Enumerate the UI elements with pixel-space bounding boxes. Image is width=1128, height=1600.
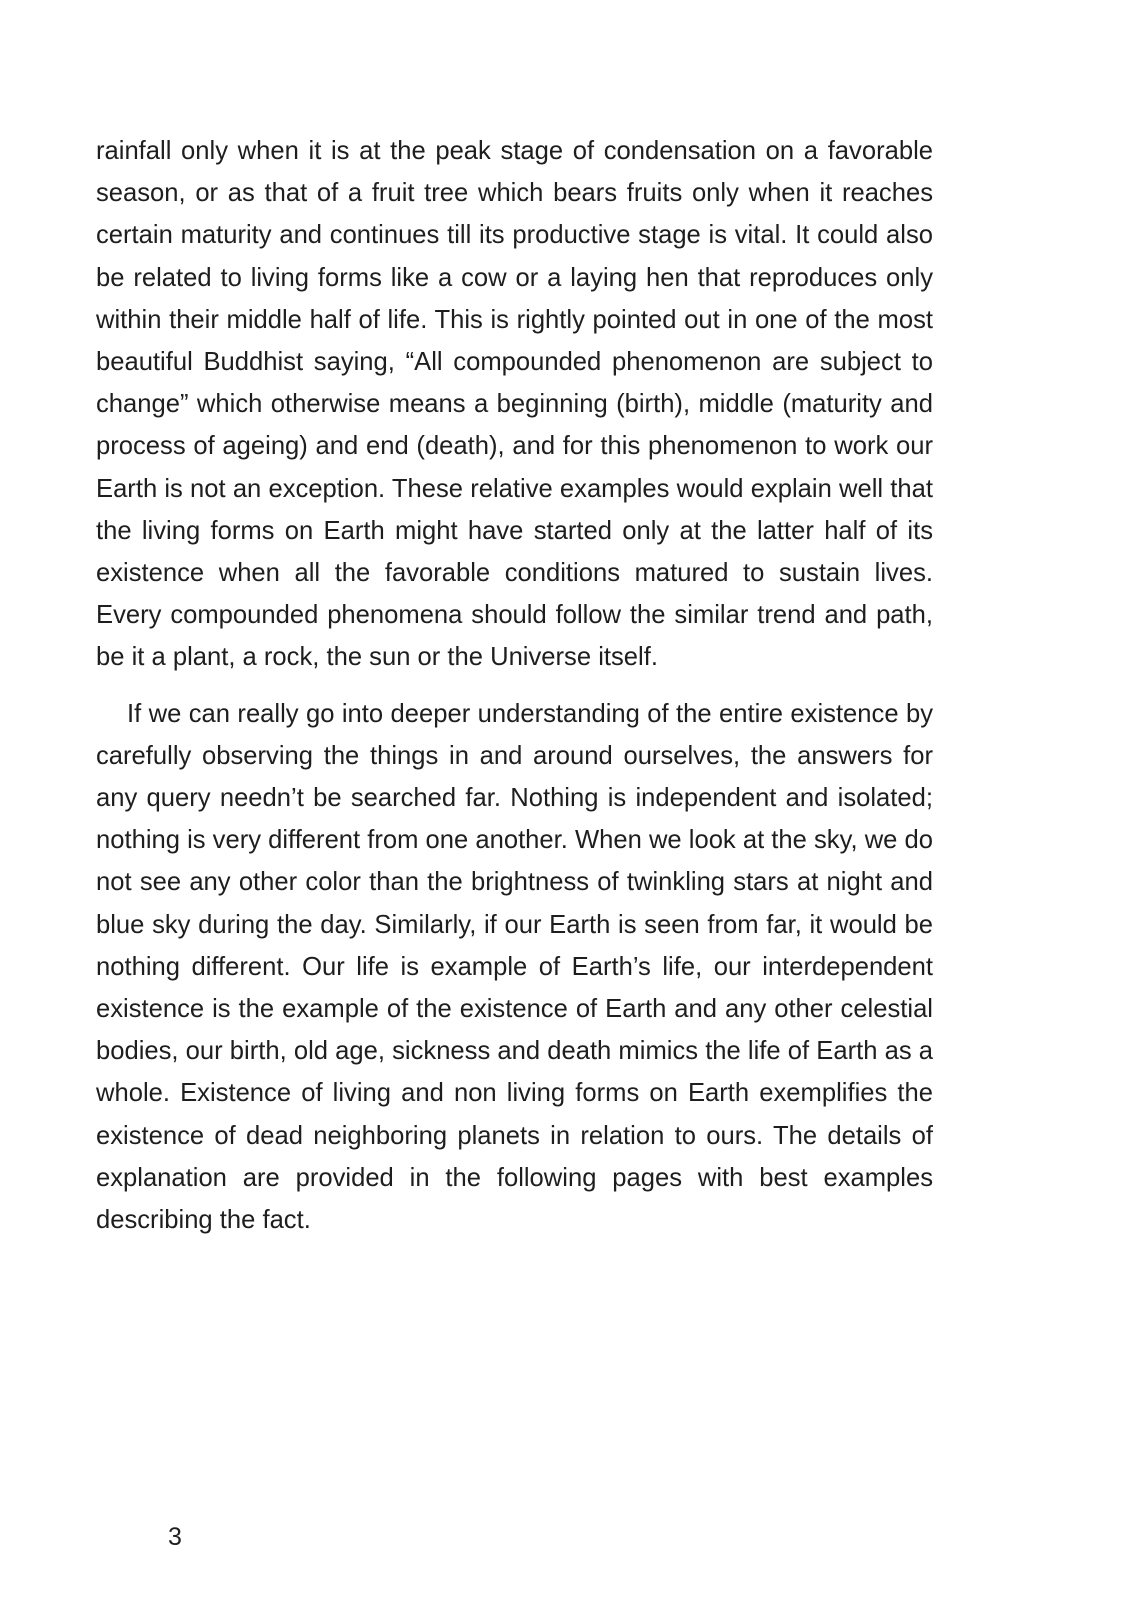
paragraph-2: If we can really go into deeper understanding of the entire existence by carefully observing the things in and around ourselves, the answers for any query needn’t be searched far. Nothing is independent and isolated; nothing is very different from one another. When we look at the sky, we do not see any other color than the brightness of twinkling stars at night and blue sky during the day. Similarly, if our Earth is seen from far, it would be nothing different. Our life is example of Earth’s life, our interdependent existence is the example of the existence of Earth and any other celestial bodies, our birth, old age, sickness and death mimics the life of Earth as a whole. Existence of living and non living forms on Earth exemplifies the existence of dead neighboring planets in relation to ours. The details of explanation are provided in the following pages with best examples describing the fact. <box>96 699 933 1235</box>
page-number: 3 <box>168 1523 182 1551</box>
paragraph-1: rainfall only when it is at the peak stage of condensation on a favorable season, or as that of a fruit tree which bears fruits only when it reaches certain maturity and continues till its productive stage is vital. It could also be related to living forms like a cow or a laying hen that reproduces only within their middle half of life. This is rightly pointed out in one of the most beautiful Buddhist saying, “All compounded phenomenon are subject to change” which otherwise means a beginning (birth), middle (maturity and process of ageing) and end (death), and for this phenomenon to work our Earth is not an exception. These relative examples would explain well that the living forms on Earth might have started only at the latter half of its existence when all the favorable conditions matured to sustain lives. Every compounded phenomena should follow the similar trend and path, be it a plant, a rock, the sun or the Universe itself. <box>96 137 933 672</box>
body-text <box>96 130 933 1241</box>
